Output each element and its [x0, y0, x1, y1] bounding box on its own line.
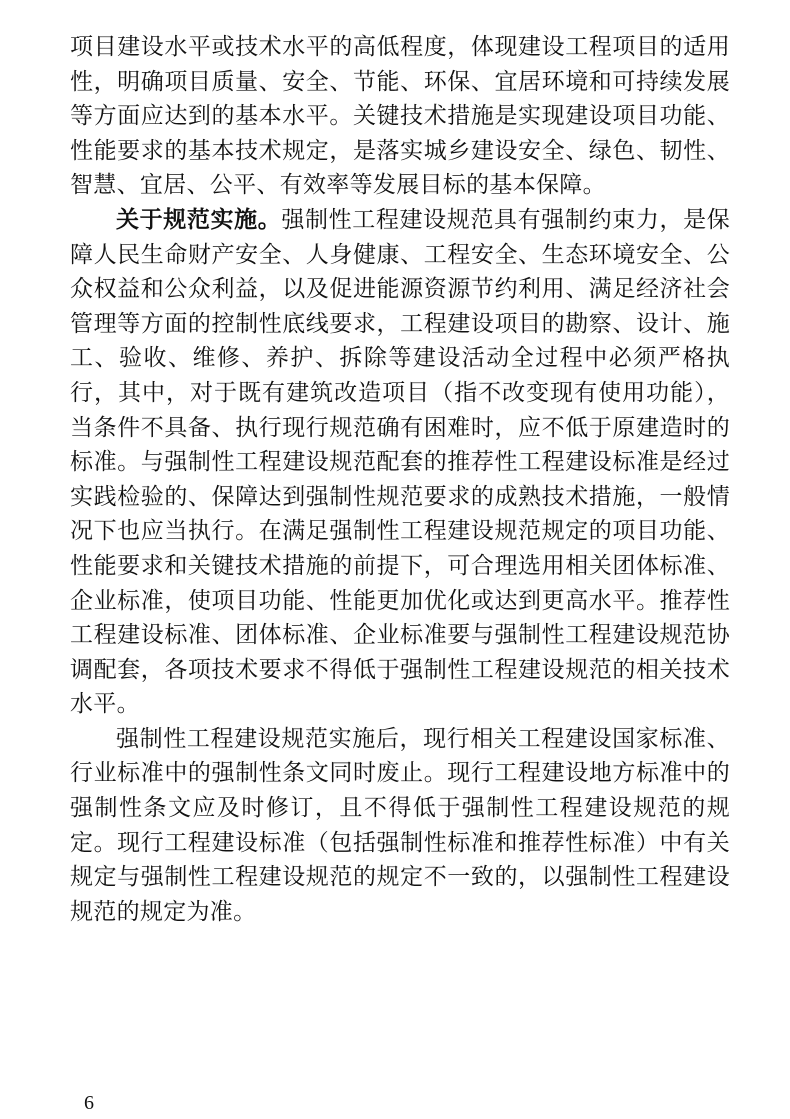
paragraph-2-text: 强制性工程建设规范具有强制约束力，是保障人民生命财产安全、人身健康、工程安全、生态环境安全、公众权益和公众利益，以及促进能源资源节约利用、满足经济社会管理等方面的控制性底线要求，工程建设项目的勘察、设计、施工、验收、维修、养护、拆除等建设活动全过程中必须严格执行，其中，对于既有建筑改造项目（指不改变现有使用功能），当条件不具备、执行现行规范确有困难时，应不低于原建造时的标准。与强制性工程建设规范配套的推荐性工程建设标准是经过实践检验的、保障达到强制性规范要求的成熟技术措施，一般情况下也应当执行。在满足强制性工程建设规范规定的项目功能、性能要求和关键技术措施的前提下，可合理选用相关团体标准、企业标准，使项目功能、性能更加优化或达到更高水平。推荐性工程建设标准、团体标准、企业标准要与强制性工程建设规范协调配套，各项技术要求不得低于强制性工程建设规范的相关技术水平。 — [70, 206, 731, 718]
paragraph-abolition — [70, 722, 730, 930]
page-number: 6 — [84, 1092, 94, 1114]
paragraph-continued — [70, 30, 730, 203]
paragraph-3-text: 强制性工程建设规范实施后，现行相关工程建设国家标准、行业标准中的强制性条文同时废止。现行工程建设地方标准中的强制性条文应及时修订，且不得低于强制性工程建设规范的规定。现行工程建设标准（包括强制性标准和推荐性标准）中有关规定与强制性工程建设规范的规定不一致的，以强制性工程建设规范的规定为准。 — [70, 725, 730, 925]
paragraph-implementation — [70, 203, 730, 722]
document-page — [70, 30, 730, 929]
paragraph-1-text: 项目建设水平或技术水平的高低程度，体现建设工程项目的适用性，明确项目质量、安全、节能、环保、宜居环境和可持续发展等方面应达到的基本水平。关键技术措施是实现建设项目功能、性能要求的基本技术规定，是落实城乡建设安全、绿色、韧性、智慧、宜居、公平、有效率等发展目标的基本保障。 — [70, 34, 730, 199]
paragraph-2-heading: 关于规范实施。 — [116, 205, 282, 233]
